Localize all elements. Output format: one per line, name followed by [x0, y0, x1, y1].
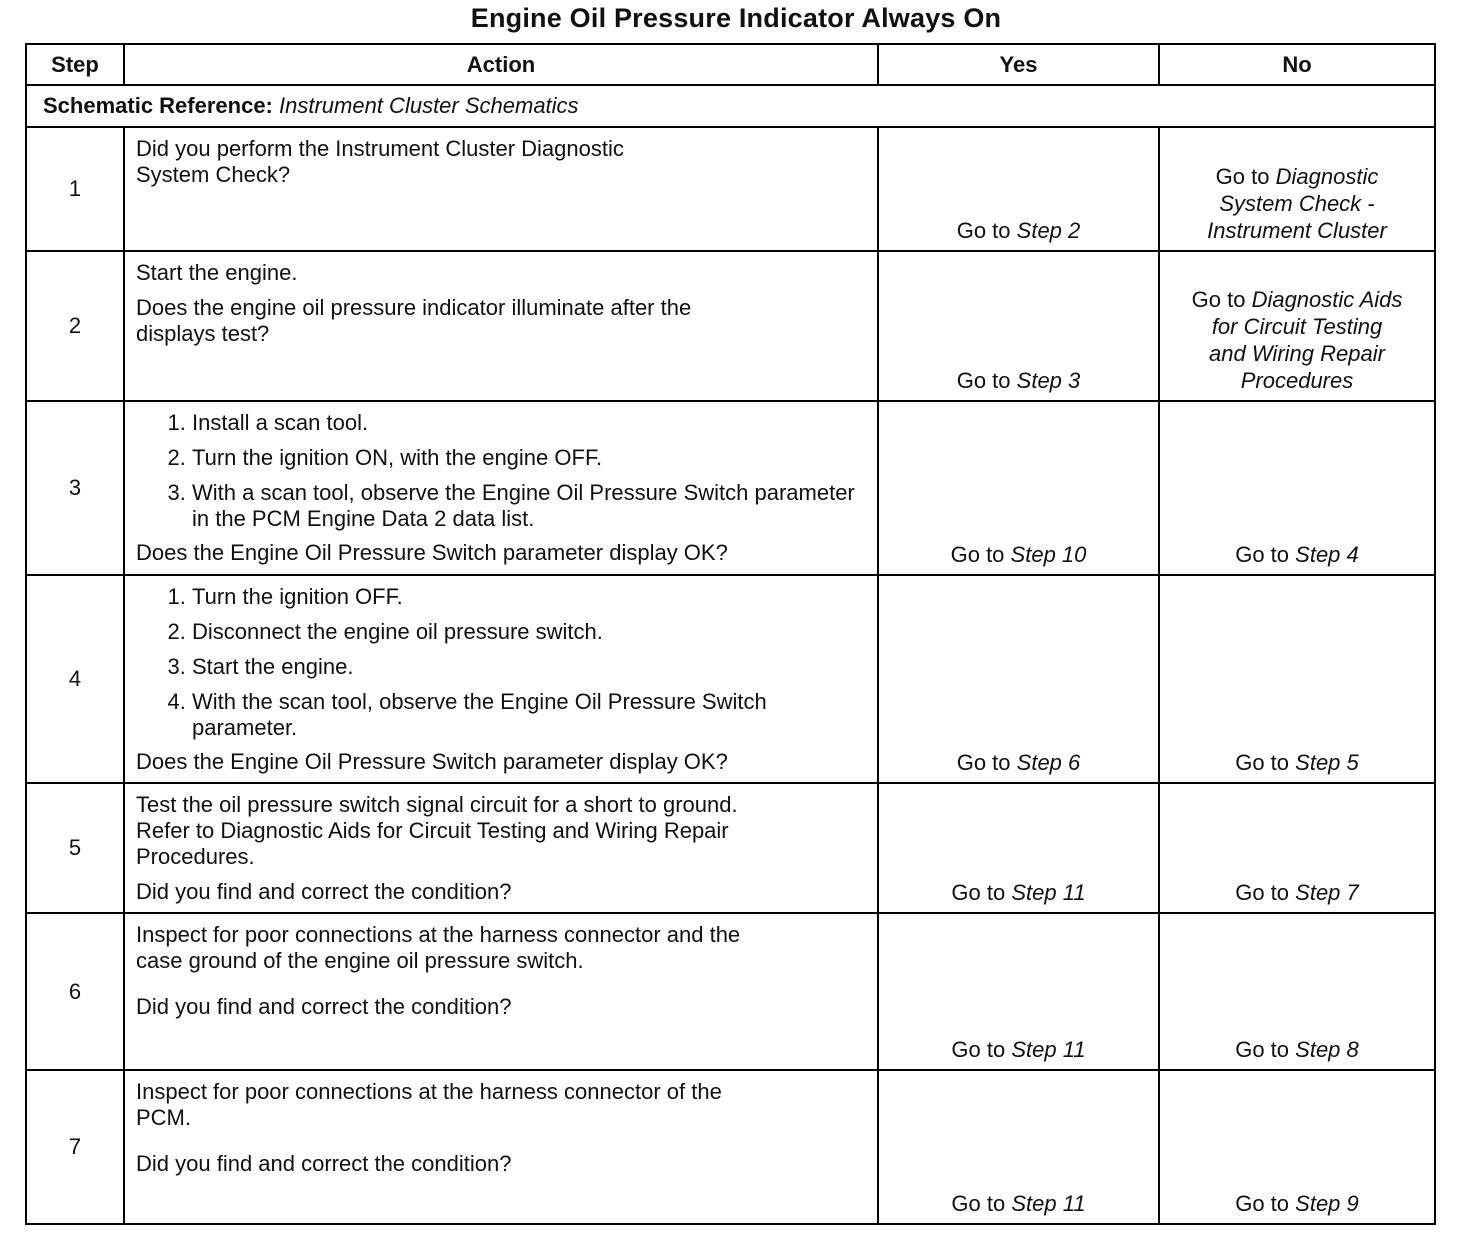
no-link[interactable]: Step 9 [1295, 1191, 1359, 1216]
action-text: Inspect for poor connections at the harness connector of the [136, 1079, 722, 1104]
action-text: Start the engine. [136, 260, 298, 285]
no-link[interactable]: Step 4 [1295, 542, 1359, 567]
header-yes: Yes [878, 44, 1159, 85]
yes-cell [878, 127, 1159, 251]
action-cell [124, 1070, 878, 1224]
yes-link[interactable]: Step 6 [1016, 750, 1081, 775]
no-link[interactable]: Step 8 [1295, 1037, 1359, 1062]
schematic-reference-row [26, 85, 1435, 127]
step-number: 1 [26, 127, 124, 251]
no-cell [1159, 401, 1435, 575]
action-text: Inspect for poor connections at the harness connector and the [136, 922, 741, 947]
goto-text: Go to [956, 218, 1011, 243]
no-link[interactable]: System Check - [1219, 191, 1375, 216]
no-cell [1159, 251, 1435, 401]
header-row [26, 44, 1435, 85]
goto-text: Go to [956, 368, 1011, 393]
no-cell [1159, 783, 1435, 913]
step-number: 6 [26, 913, 124, 1070]
goto-text: Go to [1215, 164, 1270, 189]
yes-link[interactable]: Step 11 [1011, 880, 1086, 905]
yes-link[interactable]: Step 10 [1010, 542, 1087, 567]
action-list [136, 410, 867, 532]
header-step: Step [26, 44, 124, 85]
no-link[interactable]: Procedures [1240, 368, 1354, 393]
goto-text: Go to [1191, 287, 1246, 312]
action-text: Does the engine oil pressure indicator illuminate after the [136, 295, 692, 320]
schematic-reference-label: Schematic Reference: [43, 93, 273, 118]
schematic-reference [26, 85, 1435, 127]
action-question: Did you find and correct the condition? [136, 1151, 512, 1176]
list-item: 2. Turn the ignition ON, with the engine OFF. [192, 445, 867, 471]
table-row [26, 575, 1435, 783]
goto-text: Go to [1235, 1037, 1290, 1062]
no-cell [1159, 1070, 1435, 1224]
action-question: Did you find and correct the condition? [136, 879, 512, 904]
yes-cell [878, 783, 1159, 913]
list-item: 2. Disconnect the engine oil pressure switch. [192, 619, 867, 645]
page-title: Engine Oil Pressure Indicator Always On [470, 3, 1002, 33]
no-cell [1159, 575, 1435, 783]
goto-text: Go to [1235, 1191, 1290, 1216]
action-text: case ground of the engine oil pressure switch. [136, 948, 584, 973]
no-link[interactable]: Step 7 [1295, 880, 1359, 905]
goto-text: Go to [951, 880, 1006, 905]
list-item: 3. With a scan tool, observe the Engine Oil Pressure Switch parameter in the PCM Engine Data 2 data list. [192, 480, 867, 532]
action-list [136, 584, 867, 741]
no-link[interactable]: and Wiring Repair [1209, 341, 1385, 366]
goto-text: Go to [1235, 750, 1290, 775]
table-row [26, 913, 1435, 1070]
step-number: 4 [26, 575, 124, 783]
action-text: displays test? [136, 321, 270, 346]
no-link[interactable]: for Circuit Testing [1211, 314, 1383, 339]
yes-cell [878, 1070, 1159, 1224]
yes-link[interactable]: Step 2 [1016, 218, 1081, 243]
header-no: No [1159, 44, 1435, 85]
action-text: Procedures. [136, 844, 255, 869]
table-row [26, 251, 1435, 401]
goto-text: Go to [1235, 542, 1290, 567]
yes-cell [878, 401, 1159, 575]
list-item: 1. Turn the ignition OFF. [192, 584, 867, 610]
goto-text: Go to [950, 542, 1005, 567]
yes-link[interactable]: Step 3 [1016, 368, 1081, 393]
table-row [26, 1070, 1435, 1224]
action-question: Does the Engine Oil Pressure Switch parameter display OK? [136, 540, 728, 565]
no-link[interactable]: Diagnostic [1275, 164, 1379, 189]
yes-link[interactable]: Step 11 [1011, 1191, 1086, 1216]
step-number: 7 [26, 1070, 124, 1224]
action-question: Did you find and correct the condition? [136, 994, 512, 1019]
no-link[interactable]: Step 5 [1295, 750, 1359, 775]
goto-text: Go to [956, 750, 1011, 775]
action-text: Did you perform the Instrument Cluster Diagnostic [136, 136, 624, 161]
no-link[interactable]: Instrument Cluster [1207, 218, 1387, 243]
step-number: 2 [26, 251, 124, 401]
action-cell [124, 913, 878, 1070]
list-item: 4. With the scan tool, observe the Engine Oil Pressure Switch parameter. [192, 689, 867, 741]
no-link[interactable]: Diagnostic Aids [1251, 287, 1403, 312]
action-text: Test the oil pressure switch signal circuit for a short to ground. [136, 792, 738, 817]
table-row [26, 783, 1435, 913]
step-number: 3 [26, 401, 124, 575]
table-row [26, 127, 1435, 251]
action-text: PCM. [136, 1105, 191, 1130]
list-item: 1. Install a scan tool. [192, 410, 867, 436]
schematic-reference-value: Instrument Cluster Schematics [279, 93, 579, 118]
action-question: Does the Engine Oil Pressure Switch parameter display OK? [136, 749, 728, 774]
action-cell [124, 251, 878, 401]
goto-text: Go to [951, 1191, 1006, 1216]
header-action: Action [124, 44, 878, 85]
yes-cell [878, 251, 1159, 401]
action-text: Refer to Diagnostic Aids for Circuit Testing and Wiring Repair [136, 818, 729, 843]
yes-cell [878, 575, 1159, 783]
list-item: 3. Start the engine. [192, 654, 867, 680]
action-cell [124, 575, 878, 783]
goto-text: Go to [951, 1037, 1006, 1062]
no-cell [1159, 913, 1435, 1070]
action-cell [124, 127, 878, 251]
step-number: 5 [26, 783, 124, 913]
action-cell [124, 783, 878, 913]
no-cell [1159, 127, 1435, 251]
yes-cell [878, 913, 1159, 1070]
diagnostic-table [25, 43, 1436, 1225]
goto-text: Go to [1235, 880, 1290, 905]
action-text: System Check? [136, 162, 291, 187]
action-cell [124, 401, 878, 575]
table-row [26, 401, 1435, 575]
yes-link[interactable]: Step 11 [1011, 1037, 1086, 1062]
